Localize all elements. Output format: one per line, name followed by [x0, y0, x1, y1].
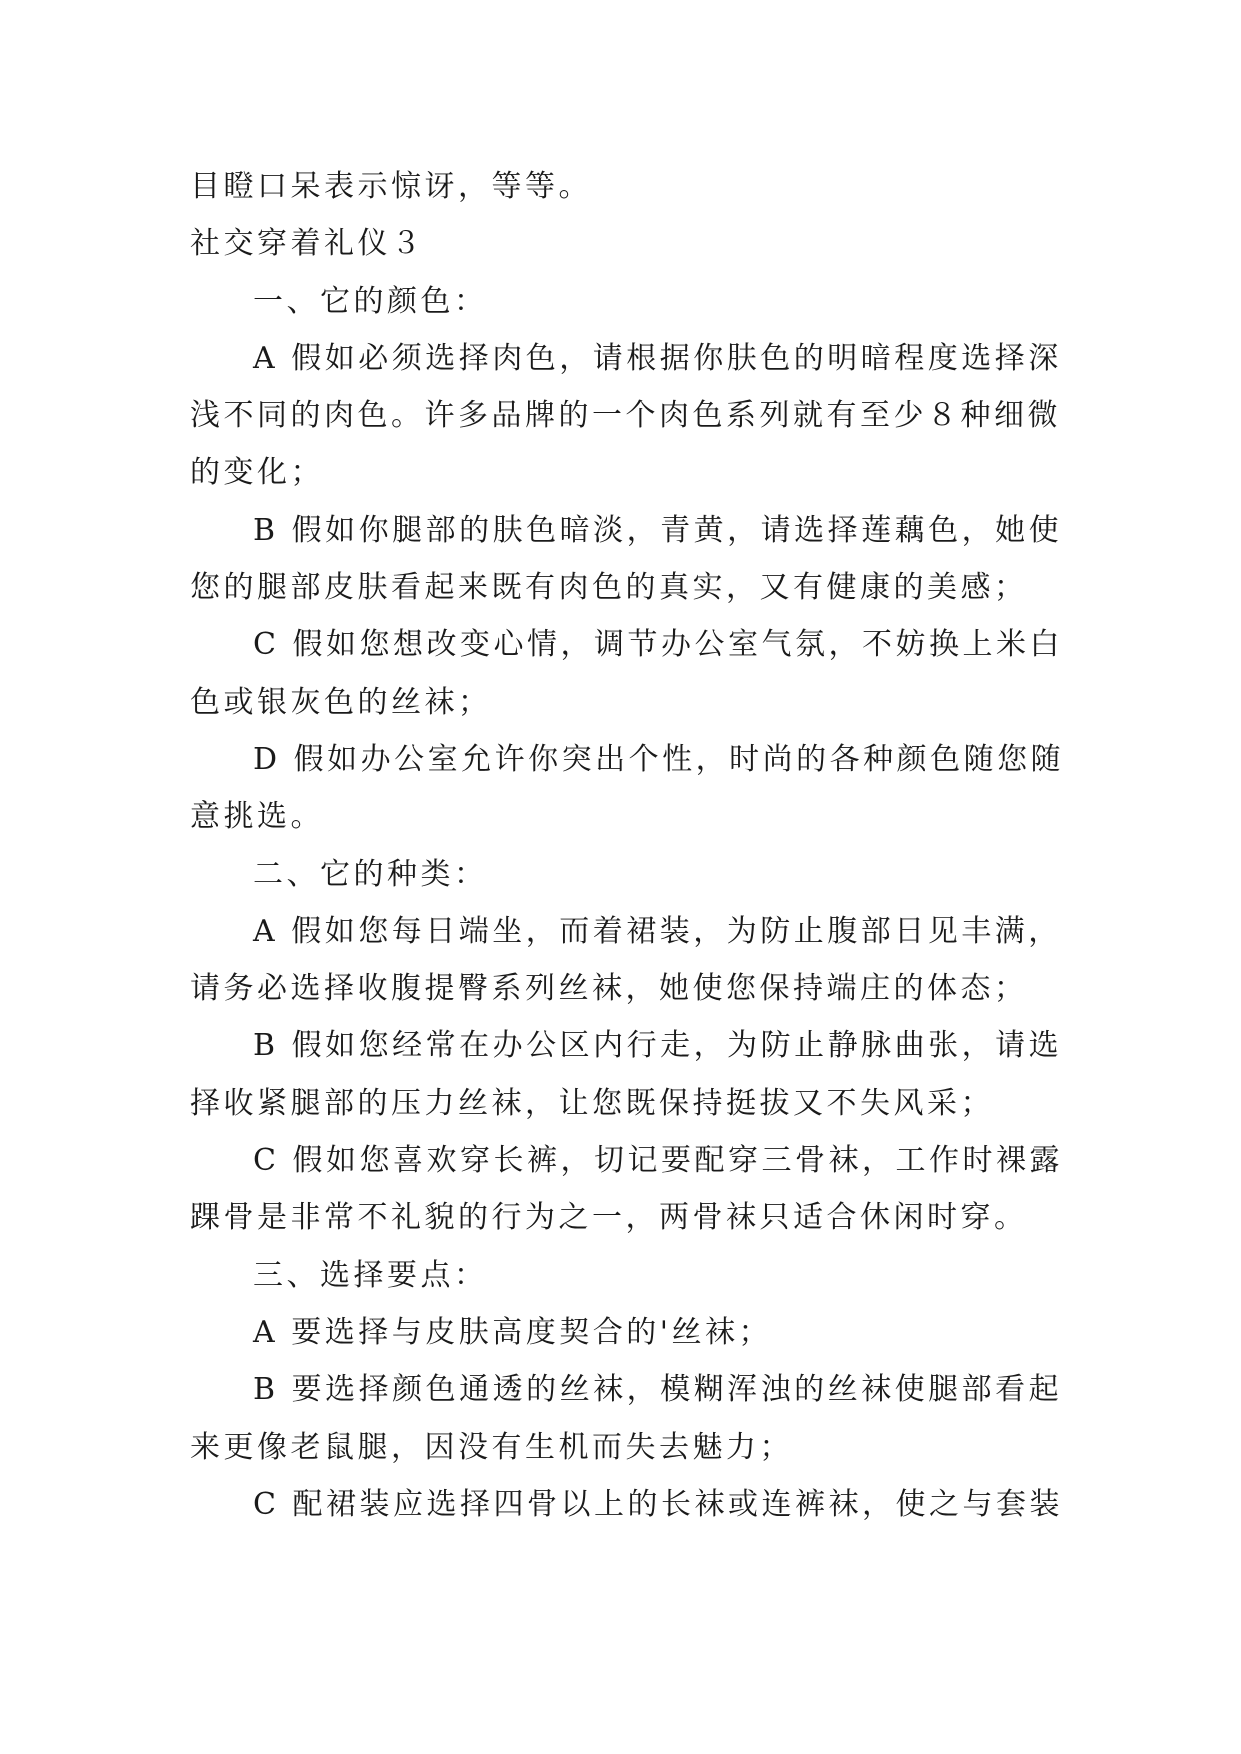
text-line: B 假如您经常在办公区内行走，为防止静脉曲张，请选 [253, 1028, 1063, 1064]
text-line: 踝骨是非常不礼貌的行为之一，两骨袜只适合休闲时穿。 [190, 1200, 1028, 1236]
text-line: A 要选择与皮肤高度契合的'丝袜； [253, 1314, 772, 1350]
text-line: D 假如办公室允许你突出个性，时尚的各种颜色随您随 [253, 741, 1065, 777]
text-line: 的变化； [190, 455, 324, 491]
text-line: C 假如您想改变心情，调节办公室气氛，不妨换上米白 [253, 627, 1063, 663]
section-title: 社交穿着礼仪３ [190, 226, 425, 262]
text-line: A 假如必须选择肉色，请根据你肤色的明暗程度选择深 [253, 340, 1062, 376]
text-line: 意挑选。 [190, 799, 324, 835]
text-line: B 假如你腿部的肤色暗淡，青黄，请选择莲藕色，她使 [253, 512, 1063, 548]
text-line: C 假如您喜欢穿长裤，切记要配穿三骨袜，工作时裸露 [253, 1143, 1063, 1179]
text-line: 请务必选择收腹提臀系列丝袜，她使您保持端庄的体态； [190, 971, 1028, 1007]
text-line: 择收紧腿部的压力丝袜，让您既保持挺拔又不失风采； [190, 1085, 994, 1121]
text-line: 来更像老鼠腿，因没有生机而失去魅力； [190, 1429, 793, 1465]
text-line: 您的腿部皮肤看起来既有肉色的真实，又有健康的美感； [190, 570, 1028, 606]
document-body [190, 163, 1065, 1538]
text-line: A 假如您每日端坐，而着裙装，为防止腹部日见丰满， [253, 913, 1062, 949]
subsection-heading: 三、选择要点： [253, 1257, 488, 1293]
text-line: B 要选择颜色通透的丝袜，模糊浑浊的丝袜使腿部看起 [253, 1372, 1063, 1408]
text-line: 浅不同的肉色。许多品牌的一个肉色系列就有至少８种细微 [190, 398, 1061, 434]
subsection-heading: 一、它的颜色： [253, 283, 488, 319]
text-line: C 配裙装应选择四骨以上的长袜或连裤袜，使之与套装 [253, 1486, 1063, 1522]
text-line: 色或银灰色的丝袜； [190, 684, 492, 720]
subsection-heading: 二、它的种类： [253, 856, 488, 892]
text-line: 目瞪口呆表示惊讶，等等。 [190, 169, 592, 204]
